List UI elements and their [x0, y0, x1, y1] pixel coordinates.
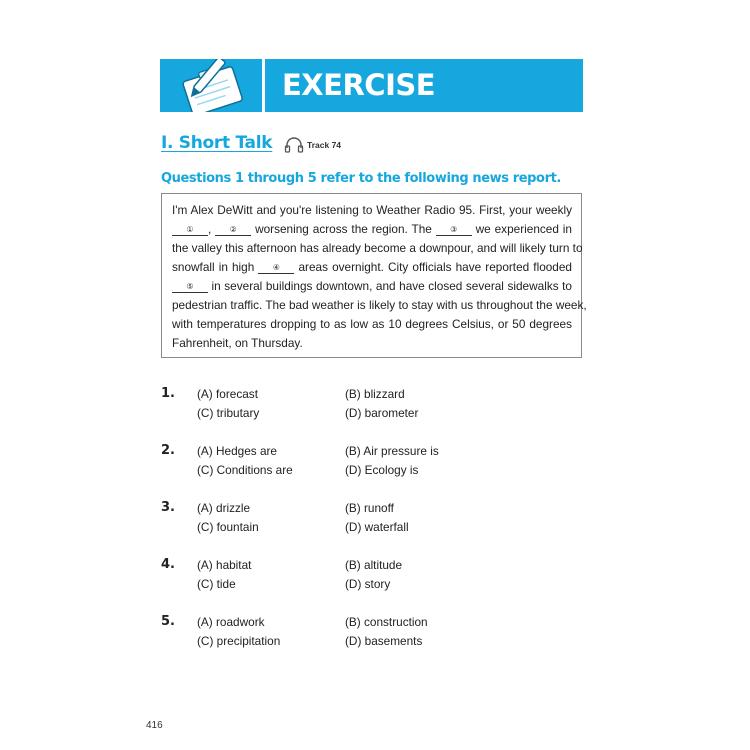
- option-d: (D) barometer: [345, 406, 419, 420]
- passage-line: Fahrenheit, on Thursday.: [172, 336, 303, 350]
- option-d: (D) Ecology is: [345, 463, 419, 477]
- option-a: (A) drizzle: [197, 501, 251, 515]
- option-a: (A) habitat: [197, 558, 252, 572]
- headphones-icon: [284, 137, 304, 153]
- blank-3: ③: [436, 225, 472, 236]
- option-d: (D) story: [345, 577, 391, 591]
- passage-line: the valley this afternoon has already become a downpour, and will likely turn to: [172, 241, 583, 255]
- question-number: 2.: [161, 443, 175, 458]
- exercise-banner: [160, 59, 583, 112]
- passage-line: ⑤ in several buildings downtown, and have closed several sidewalks to: [172, 279, 572, 293]
- option-b: (B) Air pressure is: [345, 444, 439, 458]
- blank-1: ①: [172, 225, 208, 236]
- clipboard-pen-icon: [168, 59, 258, 112]
- track-label: [284, 137, 341, 153]
- passage-line: I'm Alex DeWitt and you're listening to Weather Radio 95. First, your weekly: [172, 203, 572, 217]
- blank-2: ②: [215, 225, 251, 236]
- question-number: 3.: [161, 500, 175, 515]
- option-d: (D) waterfall: [345, 520, 409, 534]
- blank-5: ⑤: [172, 282, 208, 293]
- blank-4: ④: [258, 263, 294, 274]
- option-b: (B) runoff: [345, 501, 394, 515]
- option-c: (C) tributary: [197, 406, 260, 420]
- banner-title: EXERCISE: [282, 68, 436, 102]
- option-b: (B) altitude: [345, 558, 403, 572]
- banner-divider: [262, 59, 265, 112]
- passage-box: [161, 193, 587, 358]
- option-a: (A) roadwork: [197, 615, 265, 629]
- option-c: (C) fountain: [197, 520, 259, 534]
- option-c: (C) tide: [197, 577, 236, 591]
- question-number: 1.: [161, 386, 175, 401]
- passage-line: with temperatures dropping to as low as 10 degrees Celsius, or 50 degrees: [172, 317, 572, 331]
- option-a: (A) Hedges are: [197, 444, 277, 458]
- question-number: 4.: [161, 557, 175, 572]
- option-d: (D) basements: [345, 634, 423, 648]
- option-c: (C) precipitation: [197, 634, 281, 648]
- option-b: (B) blizzard: [345, 387, 405, 401]
- passage-line: ① , ② worsening across the region. The ③ we experienced in: [172, 222, 572, 236]
- instruction: Questions 1 through 5 refer to the following news report.: [161, 171, 561, 186]
- section-title: I. Short Talk: [161, 133, 273, 153]
- question-number: 5.: [161, 614, 175, 629]
- passage-line: pedestrian traffic. The bad weather is likely to stay with us throughout the week,: [172, 298, 587, 312]
- track-number: Track 74: [307, 140, 342, 150]
- page-number: 416: [146, 720, 163, 731]
- option-b: (B) construction: [345, 615, 428, 629]
- option-a: (A) forecast: [197, 387, 258, 401]
- option-c: (C) Conditions are: [197, 463, 293, 477]
- passage-line: snowfall in high ④ areas overnight. City officials have reported flooded: [172, 260, 572, 274]
